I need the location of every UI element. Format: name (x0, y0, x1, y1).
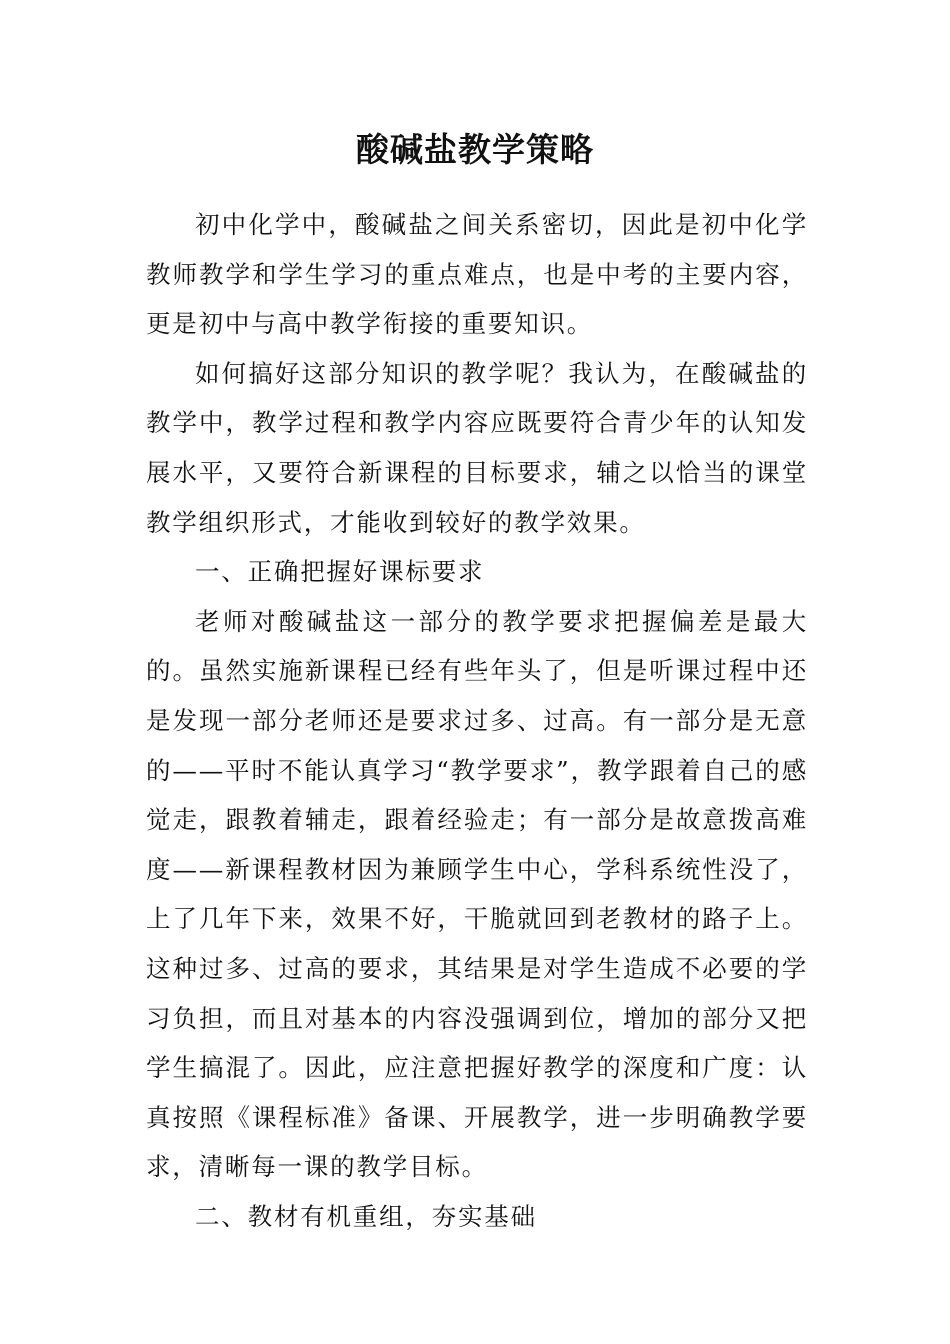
section-heading-2: 二、教材有机重组，夯实基础 (195, 1201, 537, 1231)
intro-paragraph: 初中化学中，酸碱盐之间关系密切，因此是初中化学教师教学和学生学习的重点难点，也是中考的主要内容，更是初中与高中教学衔接的重要知识。 (146, 210, 808, 339)
section-1-paragraph: 老师对酸碱盐这一部分的教学要求把握偏差是最大的。虽然实施新课程已经有些年头了，但是听课过程中还是发现一部分老师还是要求过多、过高。有一部分是无意的——平时不能认真学习“教学要求”，教学跟着自己的感觉走，跟教着辅走，跟着经验走；有一部分是故意拨高难度——新课程教材因为兼顾学生中心，学科系统性没了，上了几年下来，效果不好，干脆就回到老教材的路子上。这种过多、过高的要求，其结果是对学生造成不必要的学习负担，而且对基本的内容没强调到位，增加的部分又把学生搞混了。因此，应注意把握好教学的深度和广度：认真按照《课程标准》备课、开展教学，进一步明确教学要求，清晰每一课的教学目标。 (146, 606, 808, 1182)
question-paragraph: 如何搞好这部分知识的教学呢？我认为，在酸碱盐的教学中，教学过程和教学内容应既要符合青少年的认知发展水平，又要符合新课程的目标要求，辅之以恰当的课堂教学组织形式，才能收到较好的教学效果。 (146, 358, 808, 537)
section-heading-1: 一、正确把握好课标要求 (195, 557, 485, 587)
document-body (146, 200, 808, 1241)
document-title: 酸碱盐教学策略 (356, 130, 594, 169)
